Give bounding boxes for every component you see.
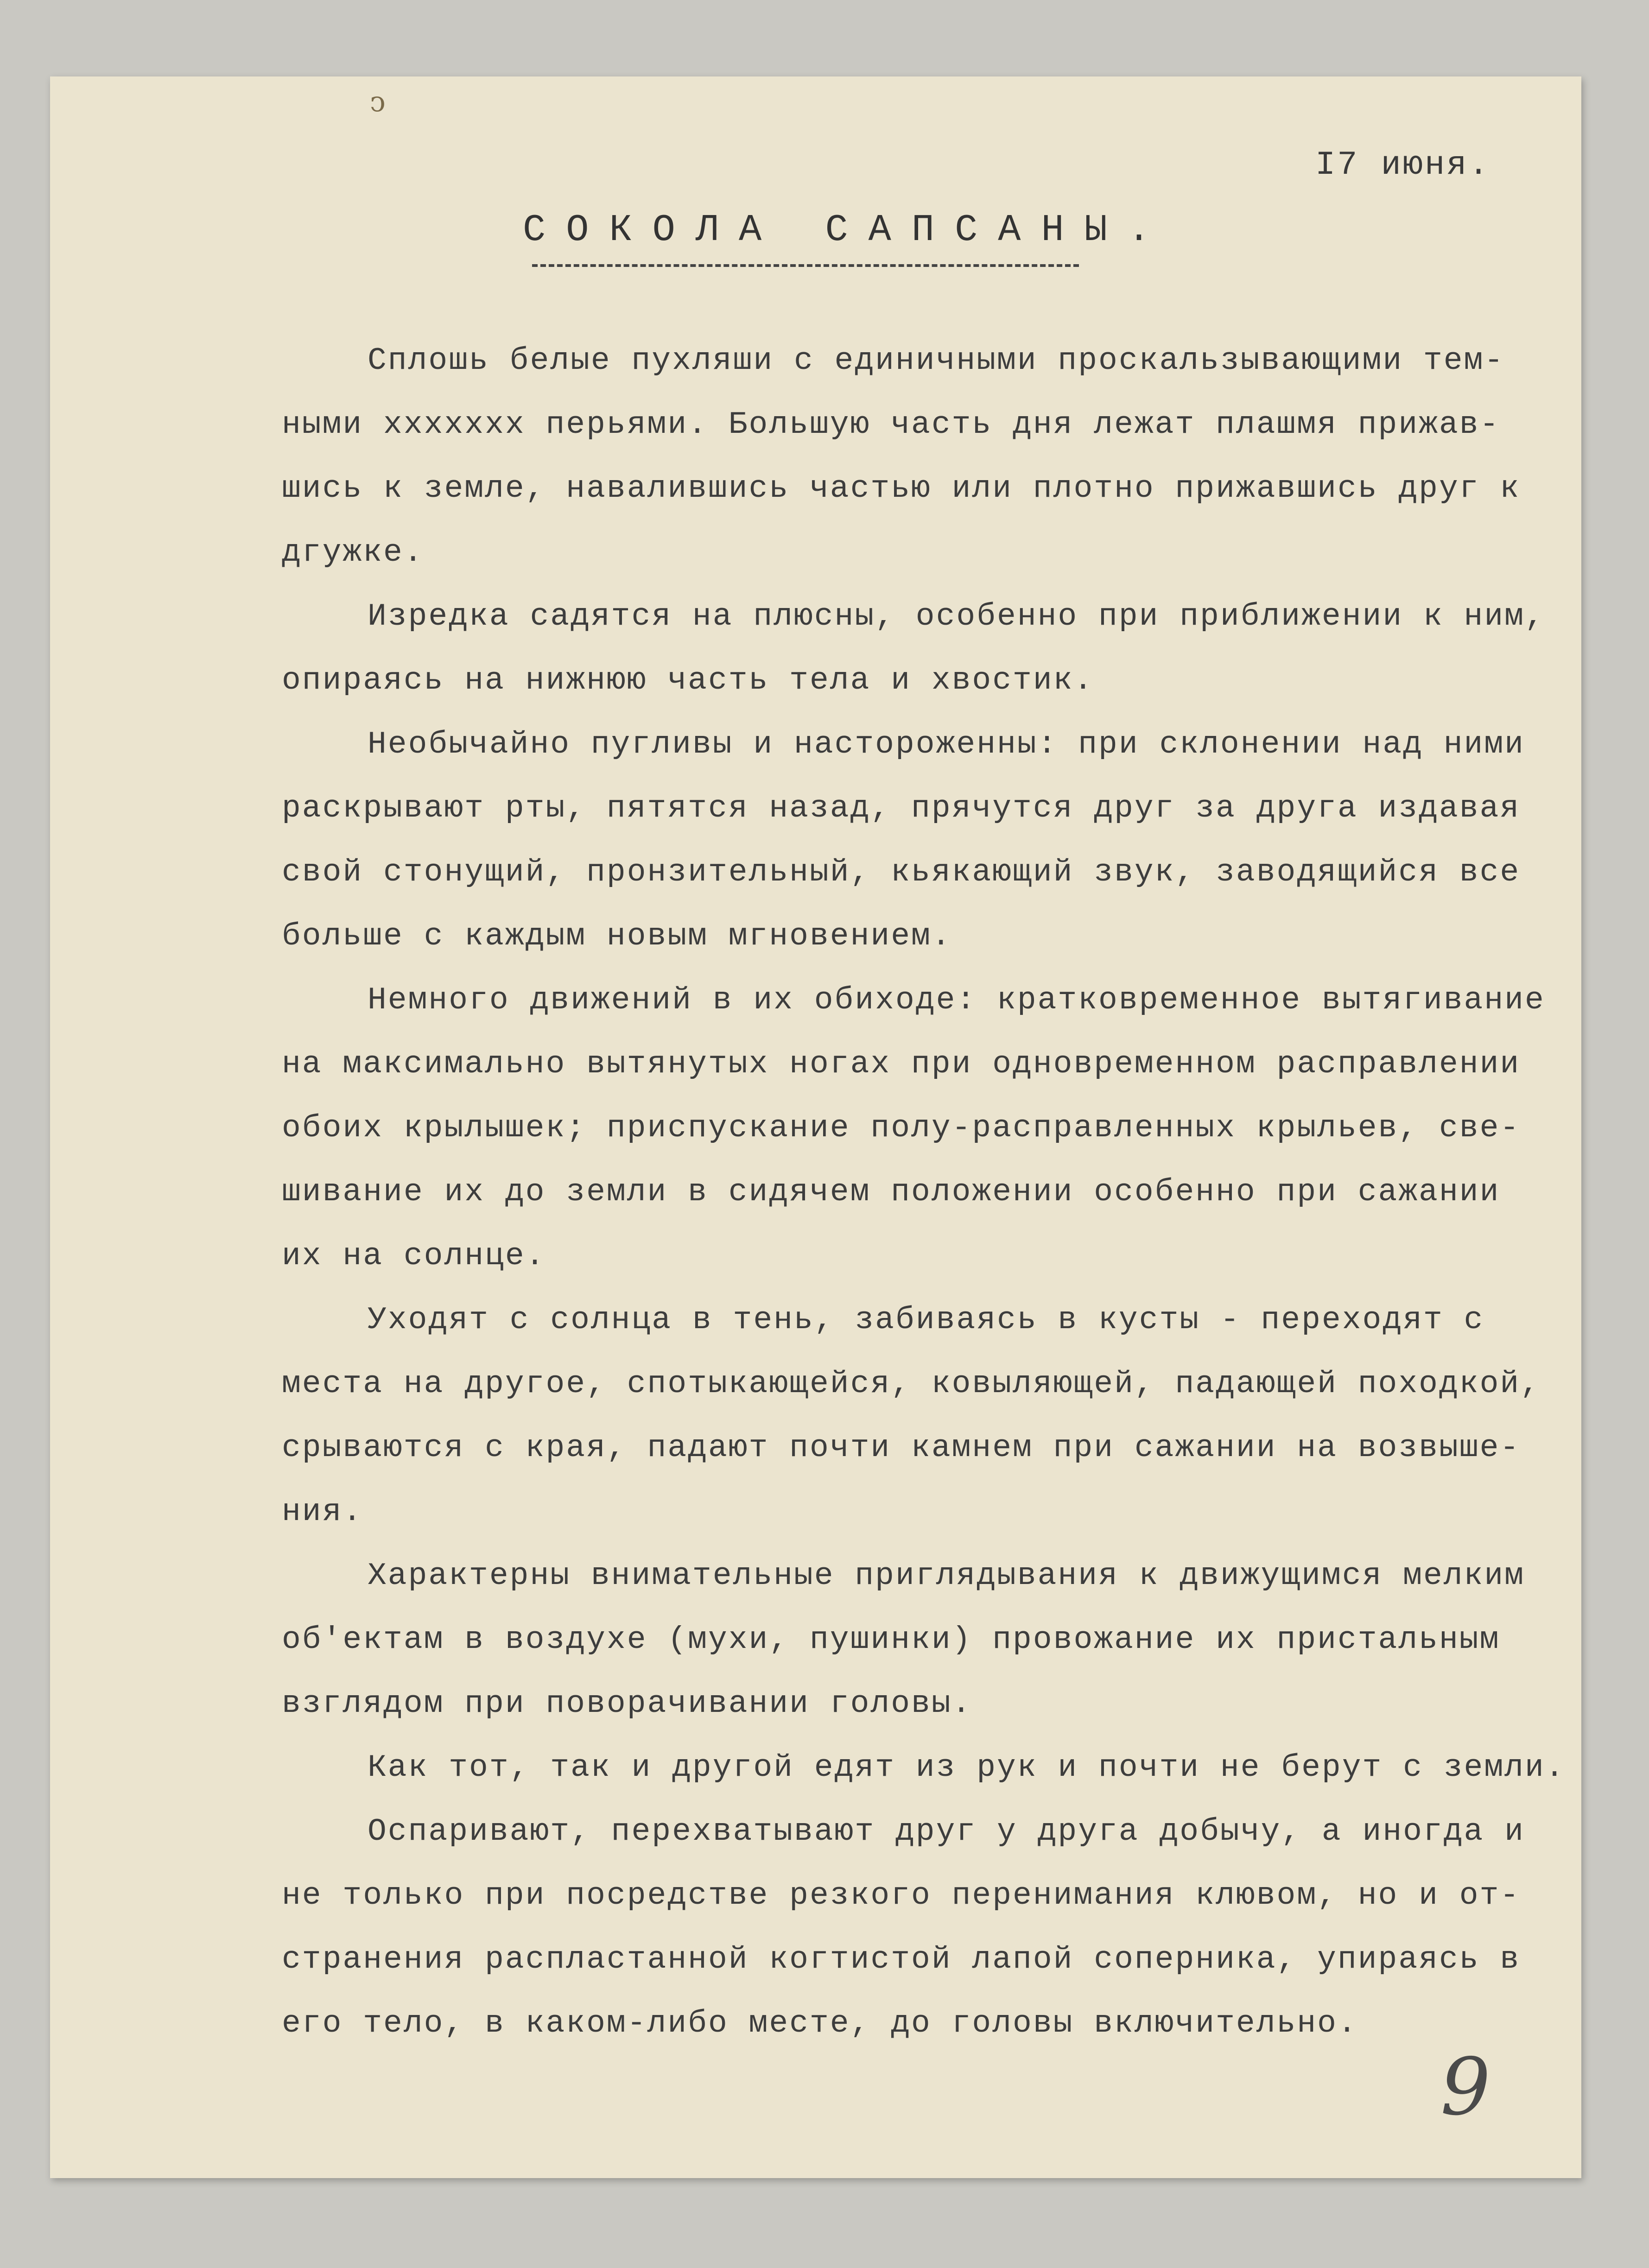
text-line: их на солнце.	[282, 1238, 546, 1274]
text-line: места на другое, спотыкающейся, ковыляющей, падающей походкой,	[282, 1366, 1541, 1402]
text-line: больше с каждым новым мгновением.	[282, 919, 952, 954]
document-page	[50, 76, 1581, 2178]
text-line: на максимально вытянутых ногах при одновременном расправлении	[282, 1046, 1521, 1082]
text-line: шись к земле, навалившись частью или плотно прижавшись друг к	[282, 471, 1521, 507]
text-line: Необычайно пугливы и настороженны: при склонении над ними	[368, 727, 1525, 762]
title-underline	[532, 264, 1079, 267]
corner-mark: ↄ	[370, 86, 386, 118]
text-line: об'ектам в воздухе (мухи, пушинки) провожание их пристальным	[282, 1622, 1500, 1658]
date: I7 июня.	[1315, 146, 1490, 184]
text-line: Сплошь белые пухляши с единичными проскальзывающими тем-	[368, 343, 1505, 379]
text-line: срываются с края, падают почти камнем при сажании на возвыше-	[282, 1430, 1521, 1466]
text-line: ния.	[282, 1494, 363, 1530]
text-line: ными ххххххх перьями. Большую часть дня лежат плашмя прижав-	[282, 407, 1500, 443]
text-line: Как тот, так и другой едят из рук и почти не берут с земли.	[368, 1750, 1566, 1786]
text-line: свой стонущий, пронзительный, кьякающий звук, заводящийся все	[282, 855, 1521, 890]
text-line: Характерны внимательные приглядывания к движущимся мелким	[368, 1558, 1525, 1594]
text-line: взглядом при поворачивании головы.	[282, 1686, 972, 1722]
text-line: не только при посредстве резкого перенимания клювом, но и от-	[282, 1878, 1521, 1913]
text-line: обоих крылышек; приспускание полу-расправленных крыльев, све-	[282, 1110, 1521, 1146]
text-line: раскрывают рты, пятятся назад, прячутся друг за друга издавая	[282, 791, 1521, 826]
text-line: его тело, в каком-либо месте, до головы включительно.	[282, 2006, 1358, 2041]
text-line: опираясь на нижнюю часть тела и хвостик.	[282, 663, 1094, 698]
document-title: СОКОЛА САПСАНЫ.	[523, 209, 1171, 252]
text-line: шивание их до земли в сидячем положении особенно при сажании	[282, 1174, 1500, 1210]
text-line: странения распластанной когтистой лапой соперника, упираясь в	[282, 1942, 1521, 1977]
document-body	[282, 329, 1603, 2056]
text-line: Уходят с солнца в тень, забиваясь в кусты - переходят с	[368, 1302, 1484, 1338]
text-line: Немного движений в их обиходе: кратковременное вытягивание	[368, 982, 1545, 1018]
text-line: Изредка садятся на плюсны, особенно при приближении к ним,	[368, 599, 1545, 634]
text-line: дгужке.	[282, 535, 424, 570]
page-number: 9	[1440, 2041, 1491, 2133]
text-line: Оспаривают, перехватывают друг у друга добычу, а иногда и	[368, 1814, 1525, 1850]
